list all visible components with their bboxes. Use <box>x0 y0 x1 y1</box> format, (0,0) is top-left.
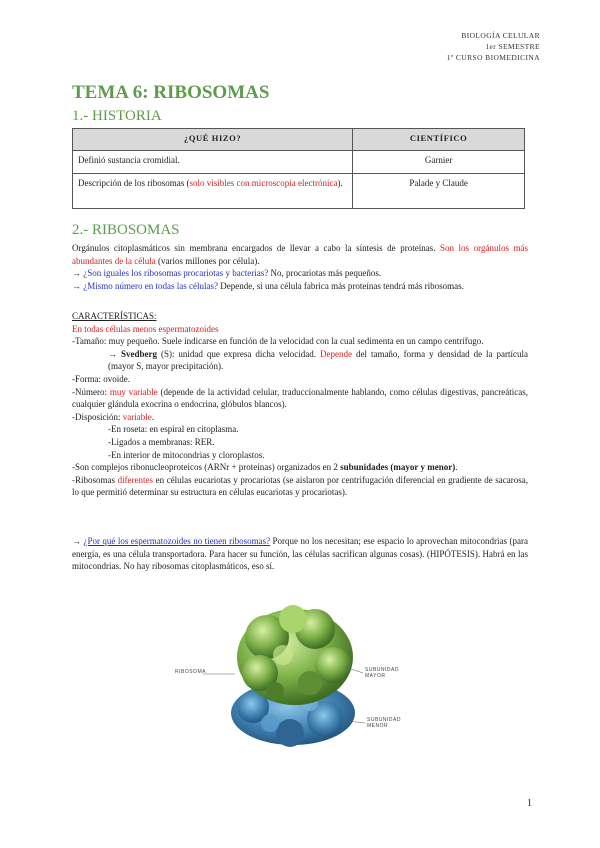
section-historia-heading: 1.- HISTORIA <box>72 108 162 124</box>
table-header-row <box>73 129 525 151</box>
historia-table <box>72 128 525 209</box>
numero-line: -Número: muy variable (depende de la actividad celular, traduccionalmente hablando, como células digestivas, pancreáticas, cualquier glándula exocrina o endocrina, glóbulos blancos). <box>72 386 529 410</box>
table-header-what: ¿QUÉ HIZO? <box>73 129 353 151</box>
espermatozoides-question: → ¿Por qué los espermatozoides no tienen ribosomas? Porque no los necesitan; ese espacio lo aprovechan mitocondrias (para energía, es una célula transportadora. Para hacer su función, las células sacrifican algunas cosas). (HIPÓTESIS). Habrá en las mitocondrias. No hay ribosomas citoplasmáticos, eso sí. <box>72 536 528 572</box>
disposicion-membranas: -Ligados a membranas: RER. <box>108 436 215 447</box>
page-number: 1 <box>527 798 532 809</box>
tamano-line: -Tamaño: muy pequeño. Suele indicarse en función de la velocidad con la cual sedimenta en un campo centrífugo. <box>72 336 484 347</box>
page-header <box>447 30 540 63</box>
table-cell-scientist: Palade y Claude <box>353 174 525 209</box>
table-row <box>73 174 525 209</box>
caracteristicas-note: En todas células menos espermatozoides <box>72 323 219 334</box>
page-title: TEMA 6: RIBOSOMAS <box>72 82 270 103</box>
caracteristicas-block <box>72 310 528 499</box>
disposicion-mitocondrias: -En interior de mitocondrias y cloroplastos. <box>108 449 265 460</box>
ribosome-figure <box>175 595 415 755</box>
table-cell-scientist: Garnier <box>353 151 525 174</box>
header-semester: 1er SEMESTRE <box>485 42 540 51</box>
header-subject: BIOLOGÍA CELULAR <box>461 31 540 40</box>
complejos-line: -Son complejos ribonucleoproteicos (ARNr + proteínas) organizados en 2 subunidades (mayor y menor). <box>72 462 458 473</box>
intro-paragraph: Orgánulos citoplasmáticos sin membrana encargados de llevar a cabo la síntesis de proteínas. Son los orgánulos más abundantes de la célula (varios millones por célula). <box>72 243 528 266</box>
label-subunidad-menor: SUBUNIDAD MENOR <box>367 717 401 729</box>
disposicion-line: -Disposición: variable. <box>72 411 154 422</box>
caracteristicas-heading: CARACTERÍSTICAS: <box>72 311 157 321</box>
question-numero: → ¿Mismo número en todas las células? Depende, si una célula fabrica más proteínas tendrá más ribosomas. <box>72 280 464 291</box>
ribosomas-diferentes-line: -Ribosomas diferentes en células eucariotas y procariotas (se aislaron por centrifugación diferencial en gradiente de sacarosa, lo que permitió determinar su estructura en células eucariotas y procariotas). <box>72 474 528 498</box>
table-header-scientist: CIENTÍFICO <box>353 129 525 151</box>
svedberg-line: → Svedberg (S): unidad que expresa dicha velocidad. Depende del tamaño, forma y densidad de la partícula (mayor S, mayor precipitación). <box>108 348 528 372</box>
header-course: 1º CURSO BIOMEDICINA <box>446 53 540 62</box>
table-cell-what: Definió sustancia cromidial. <box>73 151 353 174</box>
label-ribosoma: RIBOSOMA <box>175 669 206 675</box>
disposicion-roseta: -En roseta: en espiral en citoplasma. <box>108 424 239 435</box>
question-procariotas: → ¿Son iguales los ribosomas procariotas y bacterias? No, procariotas más pequeños. <box>72 268 382 279</box>
section-ribosomas-heading: 2.- RIBOSOMAS <box>72 222 180 238</box>
table-cell-what: Descripción de los ribosomas (solo visibles con microscopía electrónica). <box>73 174 353 209</box>
label-subunidad-mayor: SUBUNIDAD MAYOR <box>365 667 399 679</box>
table-row <box>73 151 525 174</box>
large-subunit-shape <box>237 605 353 705</box>
ribosomas-intro <box>72 242 528 292</box>
forma-line: -Forma: ovoide. <box>72 373 130 384</box>
